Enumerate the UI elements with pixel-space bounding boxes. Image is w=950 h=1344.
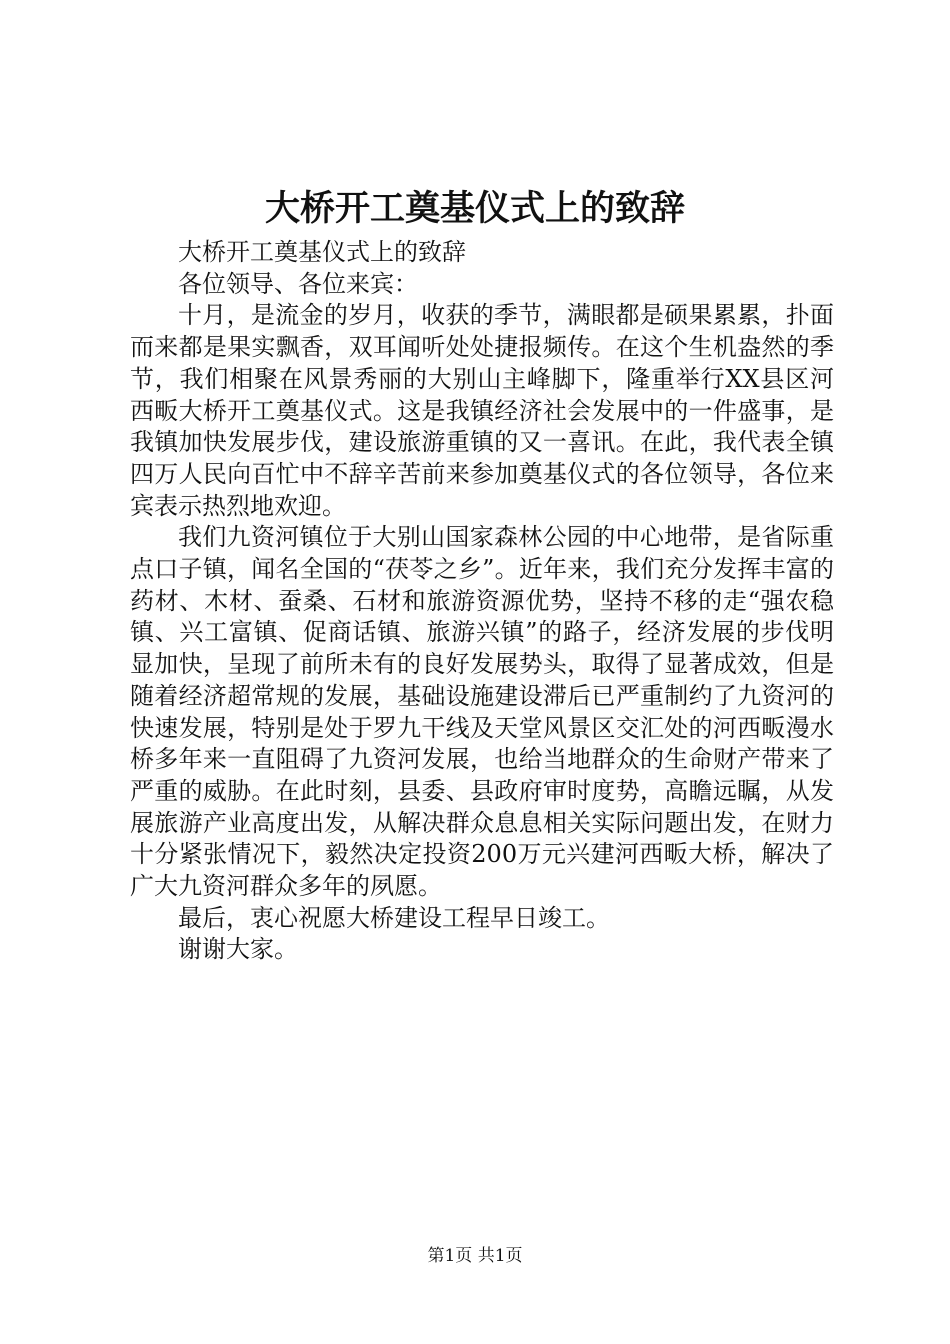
document-body: [130, 237, 834, 966]
page-footer: 第1页 共1页: [427, 1246, 523, 1266]
document-title: 大桥开工奠基仪式上的致辞: [264, 188, 685, 229]
paragraph-thanks: 谢谢大家。: [178, 935, 298, 964]
paragraph-town-introduction: 我们九资河镇位于大别山国家森林公园的中心地带，是省际重点口子镇，闻名全国的“茯苓之乡”。近年来，我们充分发挥丰富的药材、木材、蚕桑、石材和旅游资源优势，坚持不移的走“强农稳镇、兴工富镇、促商话镇、旅游兴镇”的路子，经济发展的步伐明显加快，呈现了前所未有的良好发展势头，取得了显著成效，但是随着经济超常规的发展，基础设施建设滞后已严重制约了九资河的快速发展，特别是处于罗九干线及天堂风景区交汇处的河西畈漫水桥多年来一直阻碍了九资河发展，也给当地群众的生命财产带来了严重的威胁。在此时刻，县委、县政府审时度势，高瞻远瞩，从发展旅游产业高度出发，从解决群众息息相关实际问题出发，在财力十分紧张情况下，毅然决定投资200万元兴建河西畈大桥，解决了广大九资河群众多年的夙愿。: [130, 523, 834, 901]
paragraph-salutation: 各位领导、各位来宾：: [178, 269, 418, 298]
paragraph-heading-repeat: 大桥开工奠基仪式上的致辞: [178, 238, 466, 266]
paragraph-wishes: 最后，衷心祝愿大桥建设工程早日竣工。: [178, 903, 610, 932]
paragraph-opening: 十月，是流金的岁月，收获的季节，满眼都是硕果累累，扑面而来都是果实飘香，双耳闻听处处捷报频传。在这个生机盎然的季节，我们相聚在风景秀丽的大别山主峰脚下，隆重举行XX县区河西畈大桥开工奠基仪式。这是我镇经济社会发展中的一件盛事，是我镇加快发展步伐，建设旅游重镇的又一喜讯。在此，我代表全镇四万人民向百忙中不辞辛苦前来参加奠基仪式的各位领导，各位来宾表示热烈地欢迎。: [130, 301, 834, 520]
